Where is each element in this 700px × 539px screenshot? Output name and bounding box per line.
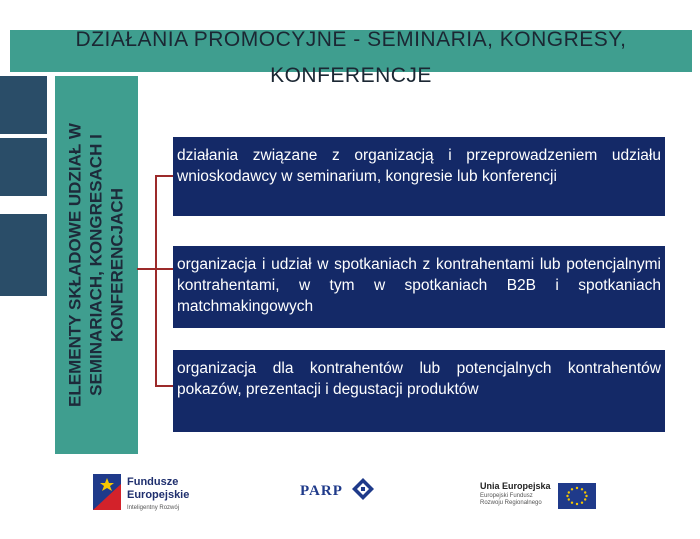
funds-line2: Europejskie xyxy=(127,489,190,501)
item-text-2: organizacja i udział w spotkaniach z kontrahentami lub potencjalnymi kontrahentami, w tym w spotkaniach B2B i spotkaniach matchmakingowych xyxy=(177,256,661,315)
item-text-1: działania związane z organizacją i przeprowadzeniem udziału wnioskodawcy w seminarium, kongresie lub konferencji xyxy=(177,147,661,185)
parp-text: PARP xyxy=(300,483,343,499)
eu-line3: Rozwoju Regionalnego xyxy=(480,500,542,506)
funds-line3: Inteligentny Rozwój xyxy=(127,505,180,511)
side-block-3 xyxy=(0,214,47,296)
side-heading: ELEMENTY SKŁADOWE UDZIAŁ W SEMINARIACH, KONGRESACH I KONFERENCJACH xyxy=(65,123,127,407)
item-box-3 xyxy=(173,350,665,432)
item-box-1 xyxy=(173,137,665,216)
bracket-branch-2 xyxy=(155,268,173,270)
funds-line1: Fundusze xyxy=(127,476,179,488)
parp-arrows-icon xyxy=(352,478,374,500)
side-block-2 xyxy=(0,138,47,196)
bracket-branch-1 xyxy=(155,175,173,177)
fundusze-mark-icon xyxy=(93,474,121,510)
side-heading-panel xyxy=(55,76,138,454)
eu-flag-icon xyxy=(558,483,596,509)
bracket-main-line xyxy=(137,268,156,270)
side-block-1 xyxy=(0,76,47,134)
page-title: DZIAŁANIA PROMOCYJNE - SEMINARIA, KONGRESY, KONFERENCJE xyxy=(75,28,627,87)
eu-line1: Unia Europejska xyxy=(480,481,551,491)
parp-logo xyxy=(300,482,343,500)
item-box-2 xyxy=(173,246,665,328)
eu-line2: Europejski Fundusz xyxy=(480,493,533,499)
bracket-vertical xyxy=(155,175,157,387)
item-text-3: organizacja dla kontrahentów lub potencjalnych kontrahentów pokazów, prezentacji i degustacji produktów xyxy=(177,360,661,398)
title-bar xyxy=(10,28,692,87)
bracket-branch-3 xyxy=(155,385,173,387)
